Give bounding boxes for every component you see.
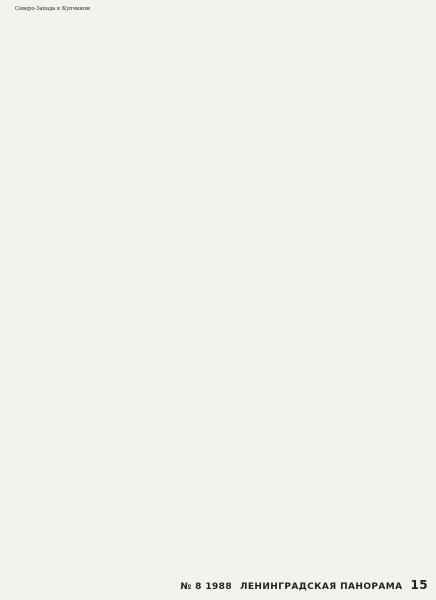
article-column-3: [293, 6, 428, 566]
article-column-1: [8, 6, 143, 566]
issue-number: № 8 1988: [180, 582, 232, 592]
article-columns: [8, 6, 428, 566]
article-column-2: [151, 6, 286, 566]
article-paragraph: Северо-Запада к Купчином: [15, 6, 90, 12]
magazine-title: ЛЕНИНГРАДСКАЯ ПАНОРАМА: [240, 582, 403, 592]
page-footer: [8, 570, 428, 592]
page-number: 15: [410, 578, 428, 592]
